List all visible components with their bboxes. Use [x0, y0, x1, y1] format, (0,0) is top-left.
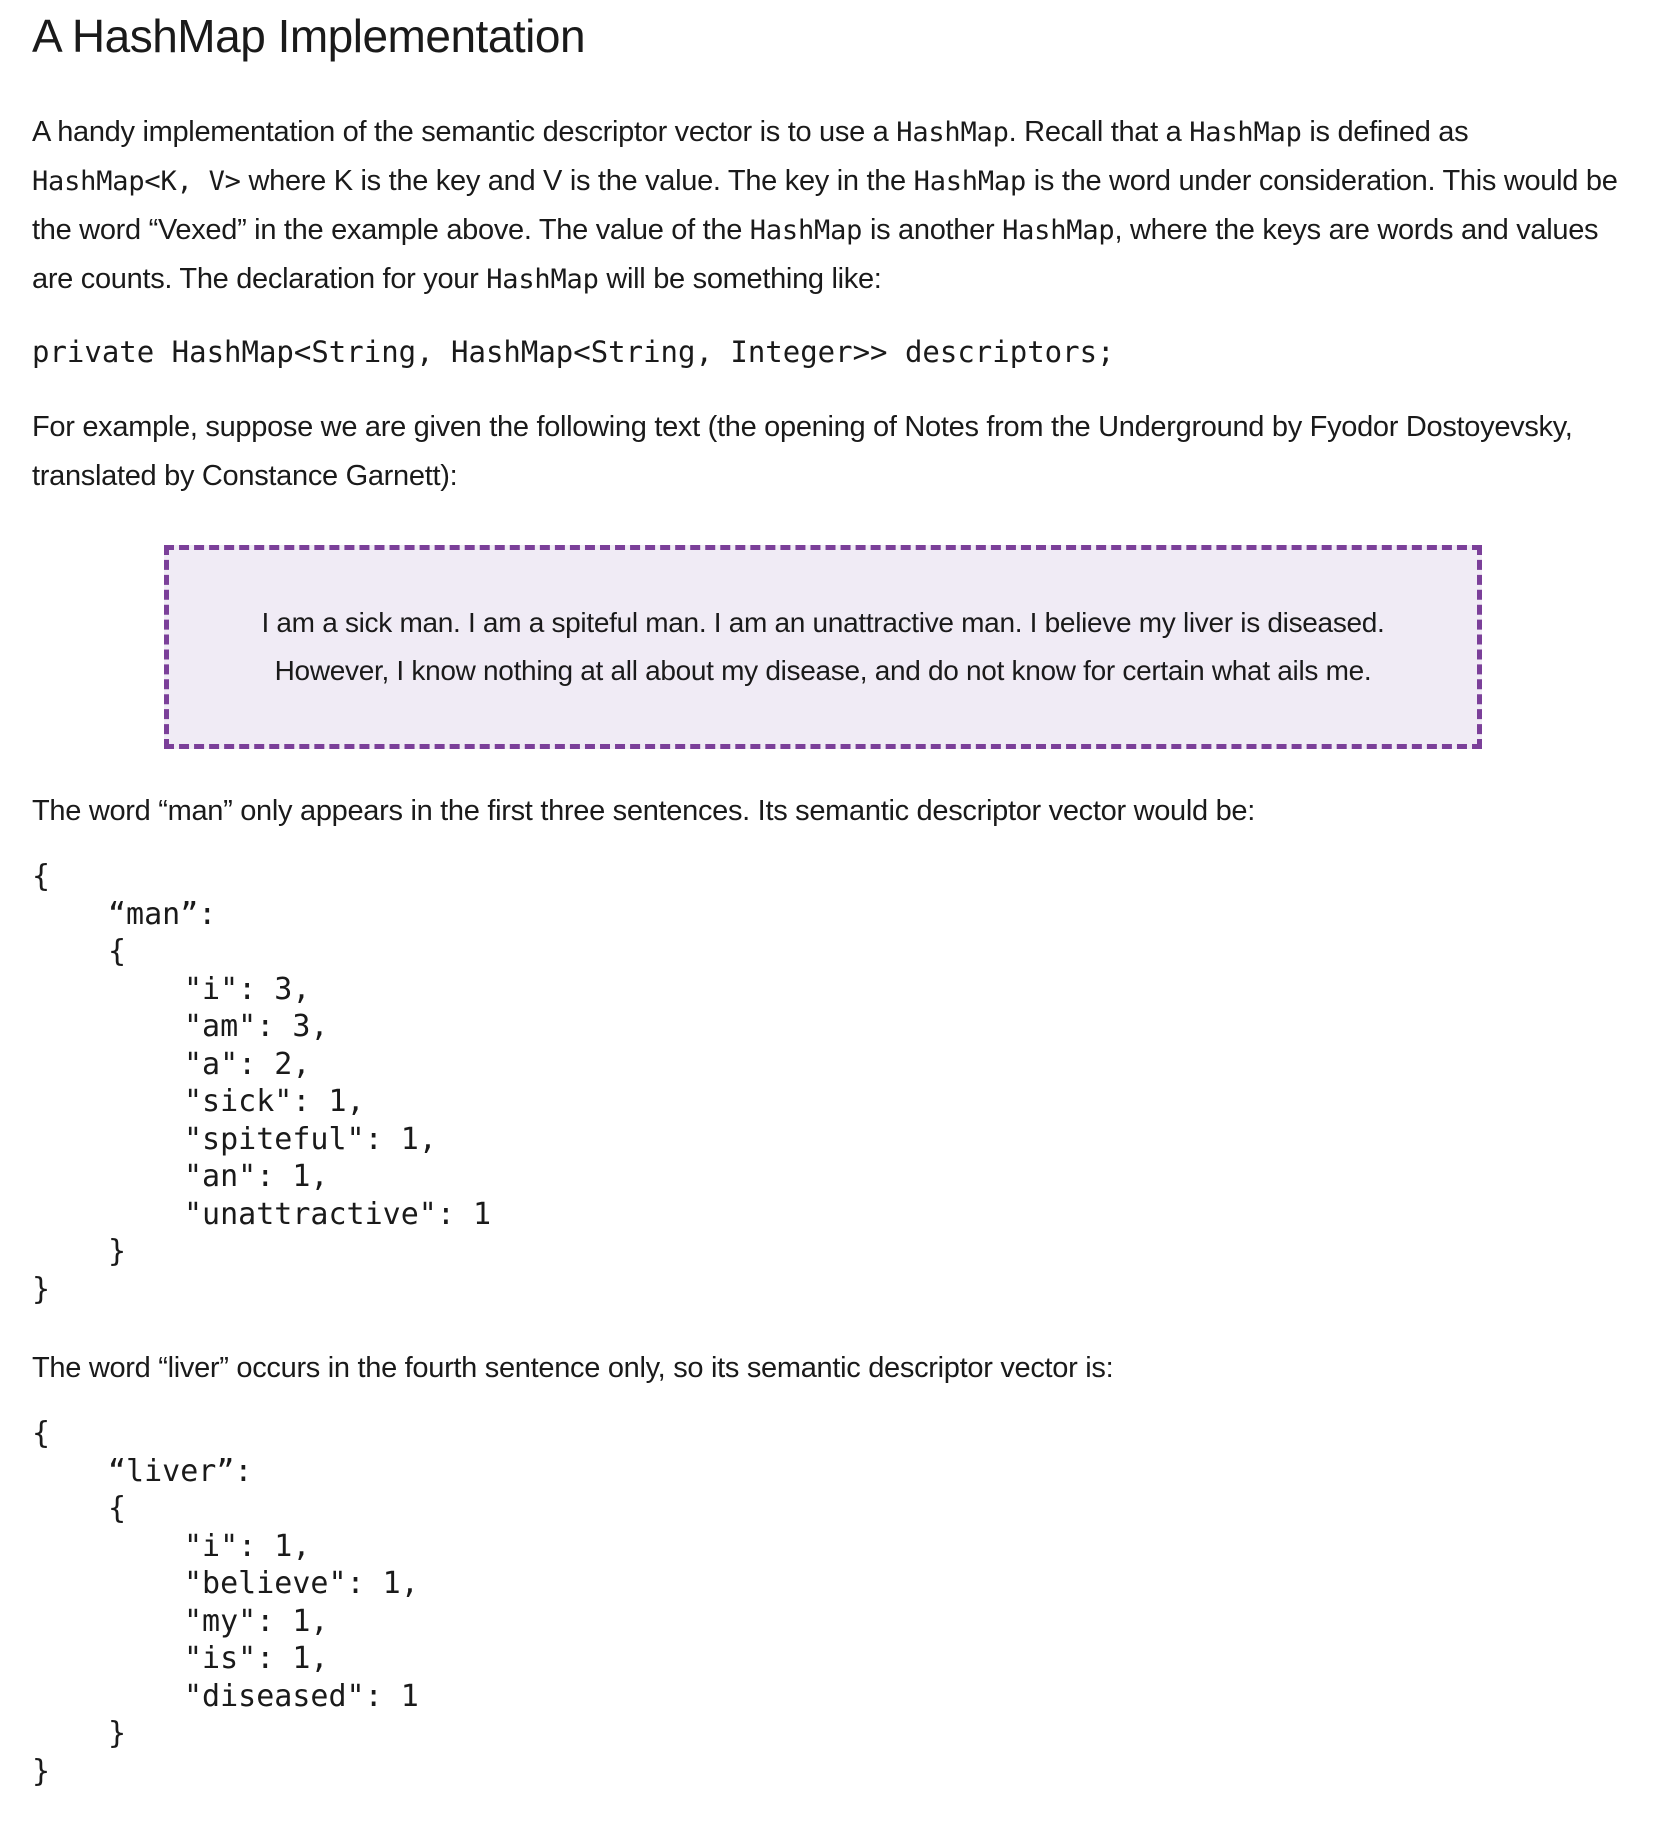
inline-code: HashMap: [486, 264, 599, 295]
code-line: {: [108, 1491, 127, 1526]
intro-text: is defined as: [1301, 116, 1469, 148]
intro-paragraph: [32, 108, 1636, 304]
man-vector-code: [32, 858, 1636, 1308]
intro-text: where K is the key and V is the value. The key in the: [240, 165, 914, 197]
code-line: "unattractive": 1: [184, 1196, 492, 1232]
code-line: "believe": 1,: [184, 1566, 419, 1601]
intro-text: is the word under consideration. This would be the word “Vexed” in the example above. The value of the: [32, 165, 1618, 246]
inline-code: HashMap: [896, 117, 1009, 148]
intro-text: . Recall that a: [1008, 116, 1190, 148]
liver-intro-paragraph: The word “liver” occurs in the fourth sentence only, so its semantic descriptor vector is:: [32, 1352, 1114, 1384]
code-line: "spiteful": 1,: [184, 1121, 437, 1157]
code-line: "sick": 1,: [184, 1084, 365, 1119]
code-line: "i": 1,: [184, 1528, 311, 1564]
code-line: {: [108, 934, 127, 969]
code-line: “liver”:: [108, 1453, 253, 1489]
code-line: }: [32, 1753, 51, 1789]
code-line: “man”:: [108, 896, 217, 932]
declaration-code: private HashMap<String, HashMap<String, Integer>> descriptors;: [32, 335, 1115, 369]
intro-text: is another: [862, 214, 1003, 246]
code-line: "diseased": 1: [184, 1678, 419, 1714]
code-line: }: [108, 1716, 127, 1751]
code-line: "my": 1,: [184, 1603, 329, 1639]
quote-line: However, I know nothing at all about my disease, and do not know for certain what ails me.: [274, 655, 1372, 686]
code-line: "am": 3,: [184, 1009, 329, 1044]
code-line: }: [32, 1271, 51, 1307]
inline-code: HashMap: [913, 166, 1027, 197]
page-title: A HashMap Implementation: [32, 10, 586, 62]
code-line: }: [108, 1234, 127, 1269]
intro-text: A handy implementation of the semantic descriptor vector is to use a: [32, 116, 897, 148]
example-intro-paragraph: For example, suppose we are given the following text (the opening of Notes from the Underground by Fyodor Dostoyevsky, translated by Constance Garnett):: [32, 411, 1573, 492]
code-line: "an": 1,: [184, 1159, 329, 1194]
code-line: "is": 1,: [184, 1641, 329, 1676]
quote-line: I am a sick man. I am a spiteful man. I am an unattractive man. I believe my liver is diseased.: [261, 607, 1385, 638]
liver-vector-code: [32, 1415, 1636, 1790]
intro-text: , where the keys are words and values are counts. The declaration for your: [32, 214, 1599, 295]
inline-code: HashMap: [1189, 117, 1302, 148]
code-line: {: [32, 1416, 51, 1451]
code-line: {: [32, 859, 51, 894]
code-line: "a": 2,: [184, 1046, 311, 1082]
inline-code: HashMap: [1002, 215, 1115, 246]
inline-code: HashMap<K, V>: [32, 166, 241, 197]
code-line: "i": 3,: [184, 971, 311, 1007]
inline-code: HashMap: [749, 215, 863, 246]
intro-text: will be something like:: [598, 263, 882, 295]
quote-box: [164, 545, 1482, 749]
man-intro-paragraph: The word “man” only appears in the first three sentences. Its semantic descriptor vector would be:: [32, 795, 1256, 827]
